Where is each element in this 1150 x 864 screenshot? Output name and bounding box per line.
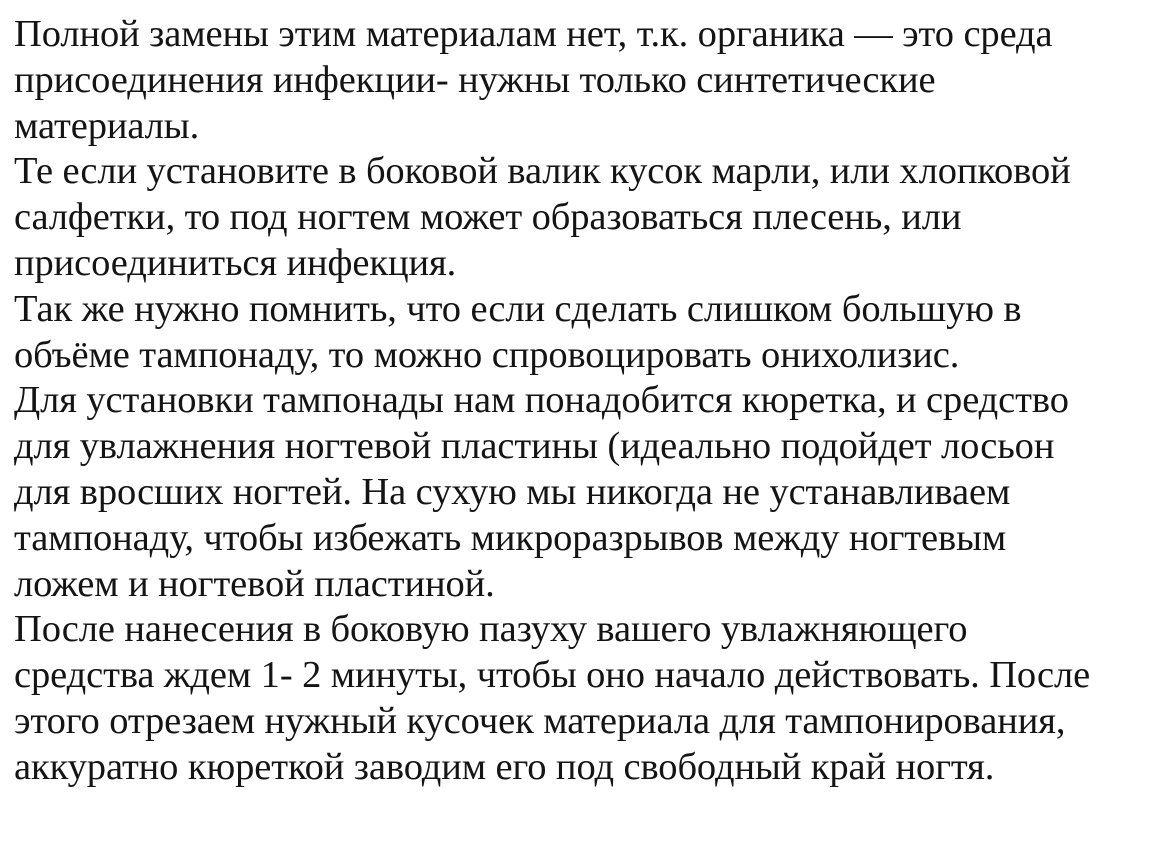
text-line: тампонаду, чтобы избежать микроразрывов между ногтевым [14,516,1007,559]
text-line: для увлажнения ногтевой пластины (идеально подойдет лосьон [14,425,1055,468]
text-line: После нанесения в боковую пазуху вашего увлажняющего [14,608,968,651]
text-line: средства ждем 1- 2 минуты, чтобы оно начало действовать. После [14,654,1091,697]
text-line: присоединения инфекции- нужны только синтетические [14,58,936,101]
text-line: для вросших ногтей. На сухую мы никогда не устанавливаем [14,470,1011,513]
text-line: Те если установите в боковой валик кусок марли, или хлопковой [14,150,1071,193]
document-body [14,12,1139,791]
text-line: Так же нужно помнить, что если сделать слишком большую в [14,287,1022,330]
text-line: ложем и ногтевой пластиной. [14,562,495,605]
text-line: материалы. [14,104,200,147]
text-line: салфетки, то под ногтем может образоваться плесень, или [14,196,962,239]
text-line: объёме тампонаду, то можно спровоцировать онихолизис. [14,333,960,376]
text-line: Полной замены этим материалам нет, т.к. органика — это среда [14,13,1053,55]
text-line: присоединиться инфекция. [14,241,457,284]
text-line: этого отрезаем нужный кусочек материала для тампонирования, [14,699,1066,742]
text-line: Для установки тампонады нам понадобится кюретка, и средство [14,379,1069,422]
text-line: аккуратно кюреткой заводим его под свободный край ногтя. [14,745,995,788]
